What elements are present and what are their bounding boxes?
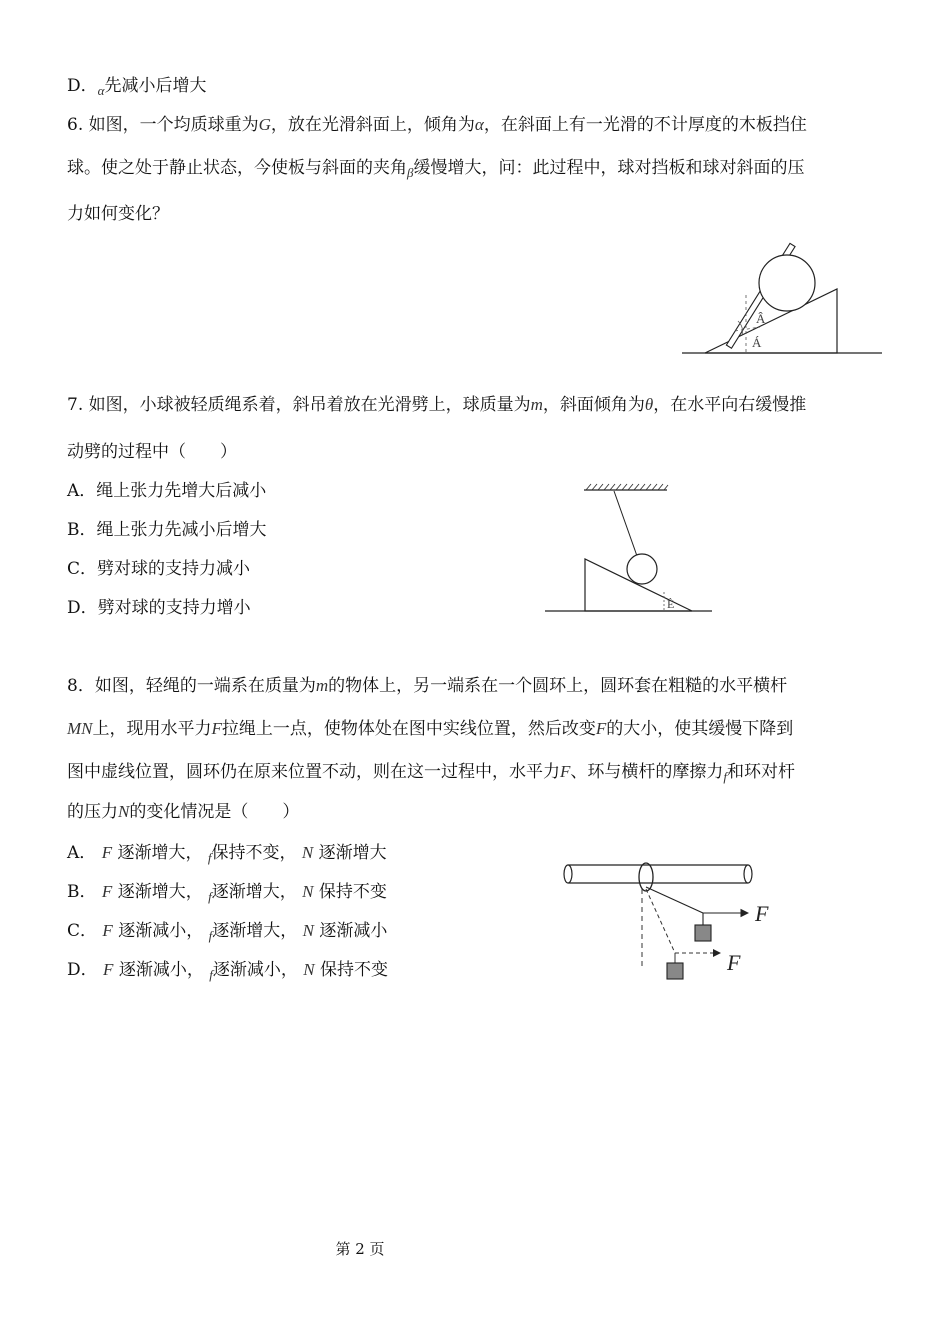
q8-option-c xyxy=(67,919,387,948)
option-letter: B． xyxy=(67,520,97,540)
q8-line-2 xyxy=(67,717,793,741)
option-text: 逐渐增大， xyxy=(117,843,203,863)
ceiling-hatch xyxy=(586,484,668,490)
option-text: 逐渐增大 xyxy=(318,843,387,863)
option-text: 劈对球的支持力减小 xyxy=(97,559,251,579)
var-MN: MN xyxy=(67,719,93,738)
var-F: F xyxy=(211,719,222,738)
option-text: 绳上张力先减小后增大 xyxy=(96,520,267,540)
q7-figure xyxy=(542,480,717,615)
text: 8．如图，轻绳的一端系在质量为 xyxy=(67,676,316,696)
force-label-1: F xyxy=(755,901,769,926)
var-F: F xyxy=(595,719,607,738)
text: ，在斜面上有一光滑的不计厚度的木板挡住 xyxy=(483,115,807,135)
q7-option-a xyxy=(67,479,266,503)
option-text: 保持不变 xyxy=(320,960,389,980)
option-letter: D． xyxy=(67,598,98,618)
angle-label-2: Á xyxy=(752,335,762,350)
angle-label-1: Â xyxy=(756,311,766,326)
text: ，在水平向右缓慢推 xyxy=(653,395,807,415)
q8-option-b xyxy=(67,880,387,909)
q8-option-a xyxy=(67,841,387,870)
text: 图中虚线位置，圆环仍在原来位置不动，则在这一过程中，水平力 xyxy=(67,762,560,782)
force-label-2: F xyxy=(727,950,741,975)
text: ，放在光滑斜面上，倾角为 xyxy=(270,115,475,135)
option-text: 绳上张力先增大后减小 xyxy=(96,481,267,501)
var-alpha: α xyxy=(97,83,105,98)
option-text: 先减小后增大 xyxy=(104,76,207,96)
q8-line-3 xyxy=(67,760,795,789)
var-G: G xyxy=(258,115,271,134)
var-f: f xyxy=(209,967,213,982)
angle-label: È xyxy=(667,597,675,611)
text: 拉绳上一点，使物体处在图中实线位置，然后改变 xyxy=(221,719,596,739)
block-solid xyxy=(695,925,711,941)
option-letter: C． xyxy=(67,559,98,579)
option-text: 逐渐减小 xyxy=(319,921,388,941)
q6-line-1 xyxy=(67,113,807,137)
var-f: f xyxy=(208,889,212,904)
var-N: N xyxy=(302,921,314,940)
var-N: N xyxy=(118,802,130,821)
var-m: m xyxy=(530,395,543,414)
text: 7. 如图，小球被轻质绳系着，斜吊着放在光滑劈上，球质量为 xyxy=(67,395,531,415)
var-f: f xyxy=(208,928,213,943)
q8-option-d xyxy=(67,958,388,987)
option-text: 保持不变 xyxy=(318,882,387,902)
block-dashed xyxy=(667,963,683,979)
text: 动劈的过程中（ ） xyxy=(67,442,237,462)
var-F: F xyxy=(102,921,113,940)
ring xyxy=(639,863,653,891)
option-text: 逐渐增大， xyxy=(117,882,203,902)
var-m: m xyxy=(315,676,329,695)
option-text: 逐渐增大， xyxy=(212,921,298,941)
text: ，斜面倾角为 xyxy=(542,395,645,415)
q8-line-1 xyxy=(67,674,787,698)
q7-option-d xyxy=(67,596,251,620)
rope-solid xyxy=(646,887,703,913)
q7-option-b xyxy=(67,518,267,542)
q6-line-2 xyxy=(67,156,804,185)
q8-figure xyxy=(560,855,790,985)
horizontal-rod xyxy=(564,865,752,883)
var-beta: β xyxy=(407,165,414,180)
text: 力如何变化？ xyxy=(67,204,169,224)
q7-line-2 xyxy=(67,440,237,464)
text: 的物体上，另一端系在一个圆环上，圆环套在粗糙的水平横杆 xyxy=(328,676,788,696)
var-f: f xyxy=(207,850,212,865)
q5-option-d xyxy=(67,74,206,103)
var-N: N xyxy=(303,960,315,979)
q8-line-4 xyxy=(67,800,299,824)
option-text: 逐渐减小， xyxy=(118,921,204,941)
option-letter: D． xyxy=(67,76,98,96)
var-N: N xyxy=(302,882,314,901)
text: 的大小，使其缓慢下降到 xyxy=(606,719,794,739)
q6-figure xyxy=(680,235,885,360)
option-letter: A． xyxy=(67,481,97,501)
text: 的变化情况是（ ） xyxy=(129,802,300,822)
option-letter: A． xyxy=(67,843,97,863)
ball xyxy=(759,255,815,311)
option-text: 逐渐减小， xyxy=(212,960,298,980)
page-footer: 第 2 页 xyxy=(335,1240,385,1258)
ball xyxy=(627,554,657,584)
var-F: F xyxy=(101,882,113,901)
q7-line-1 xyxy=(67,393,806,417)
text: 缓慢增大，问：此过程中，球对挡板和球对斜面的压 xyxy=(413,158,805,178)
var-F: F xyxy=(103,960,114,979)
option-text: 逐渐增大， xyxy=(211,882,297,902)
option-text: 逐渐减小， xyxy=(118,960,204,980)
var-F: F xyxy=(560,762,571,781)
text: 的压力 xyxy=(67,802,118,822)
var-N: N xyxy=(301,843,314,862)
q6-line-3 xyxy=(67,202,169,226)
q7-option-c xyxy=(67,557,250,581)
option-text: 劈对球的支持力增小 xyxy=(97,598,251,618)
text: 球。使之处于静止状态，今使板与斜面的夹角 xyxy=(67,158,407,178)
var-alpha: α xyxy=(474,115,484,134)
option-letter: D． xyxy=(67,960,98,980)
text: 和环对杆 xyxy=(727,762,796,782)
option-letter: B． xyxy=(67,882,97,902)
option-letter: C． xyxy=(67,921,98,941)
text: 上，现用水平力 xyxy=(92,719,212,739)
option-text: 保持不变， xyxy=(211,843,297,863)
var-theta: θ xyxy=(644,395,654,414)
text: 6. 如图，一个均质球重为 xyxy=(67,115,259,135)
rope xyxy=(614,491,637,556)
text: 、环与横杆的摩擦力 xyxy=(570,762,724,782)
var-f: f xyxy=(723,769,728,784)
var-F: F xyxy=(101,843,113,862)
